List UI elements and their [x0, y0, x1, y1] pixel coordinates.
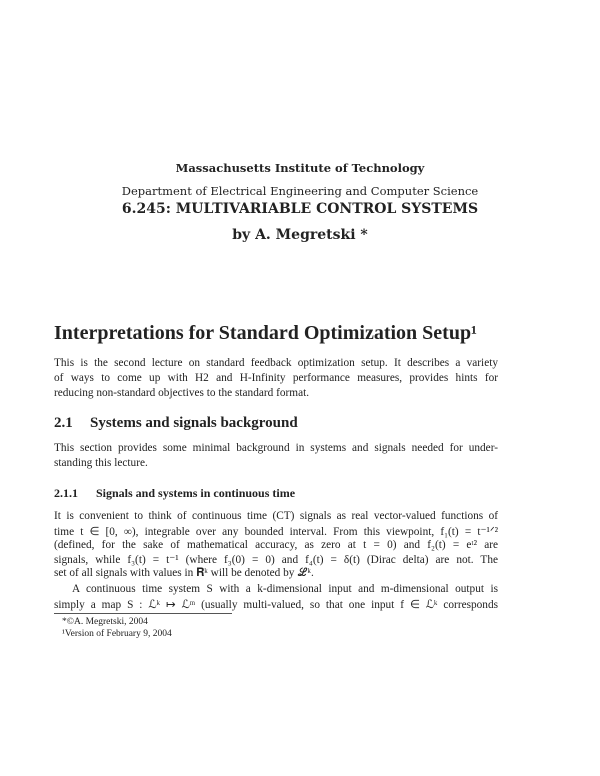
footnote: ¹Version of February 9, 2004 — [62, 629, 172, 639]
subsection-number: 2.1.1 — [54, 486, 78, 500]
subsection-title: Signals and systems in continuous time — [96, 486, 296, 500]
intro-line: This is the second lecture on standard feedback optimization setup. It describes a variety — [54, 357, 498, 369]
body-line: signals, while f₃(t) = t⁻¹ (where f₃(0) = 0) and f₄(t) = δ(t) (Dirac delta) are not. The — [54, 554, 498, 566]
footnote-rule — [54, 613, 232, 614]
body-line: A continuous time system S with a k-dimensional input and m-dimensional output is — [72, 583, 498, 595]
lecture-title: Interpretations for Standard Optimization Setup¹ — [54, 322, 478, 344]
intro-line: of ways to come up with H2 and H-Infinity performance measures, provides hints for — [54, 372, 498, 384]
institution: Massachusetts Institute of Technology — [175, 161, 425, 175]
section-number: 2.1 — [54, 415, 73, 431]
course-title: 6.245: MULTIVARIABLE CONTROL SYSTEMS — [121, 201, 479, 217]
department: Department of Electrical Engineering and Computer Science — [121, 184, 479, 198]
footnote: *©A. Megretski, 2004 — [62, 617, 148, 627]
body-line: set of all signals with values in 𝐑ᵏ will be denoted by ℒᵏ. — [54, 567, 314, 579]
body-line: time t ∈ [0, ∞), integrable over any bounded interval. From this viewpoint, f₁(t) = t⁻¹ᐟ² — [54, 526, 498, 538]
section-line: This section provides some minimal background in systems and signals needed for under- — [54, 442, 498, 454]
section-line: standing this lecture. — [54, 457, 148, 469]
body-line: simply a map S : ℒᵏ ↦ ℒᵐ (usually multi-valued, so that one input f ∈ ℒᵏ corresponds — [54, 599, 498, 611]
body-line: (defined, for the sake of mathematical accuracy, as zero at t = 0) and f₂(t) = eᵗ² are — [54, 539, 498, 551]
section-title: Systems and signals background — [90, 415, 298, 431]
author: by A. Megretski * — [232, 227, 368, 243]
subsection-heading — [54, 486, 295, 501]
body-line: It is convenient to think of continuous time (CT) signals as real vector-valued functions of — [54, 510, 498, 522]
section-heading — [54, 415, 298, 432]
intro-line: reducing non-standard objectives to the standard format. — [54, 387, 310, 399]
